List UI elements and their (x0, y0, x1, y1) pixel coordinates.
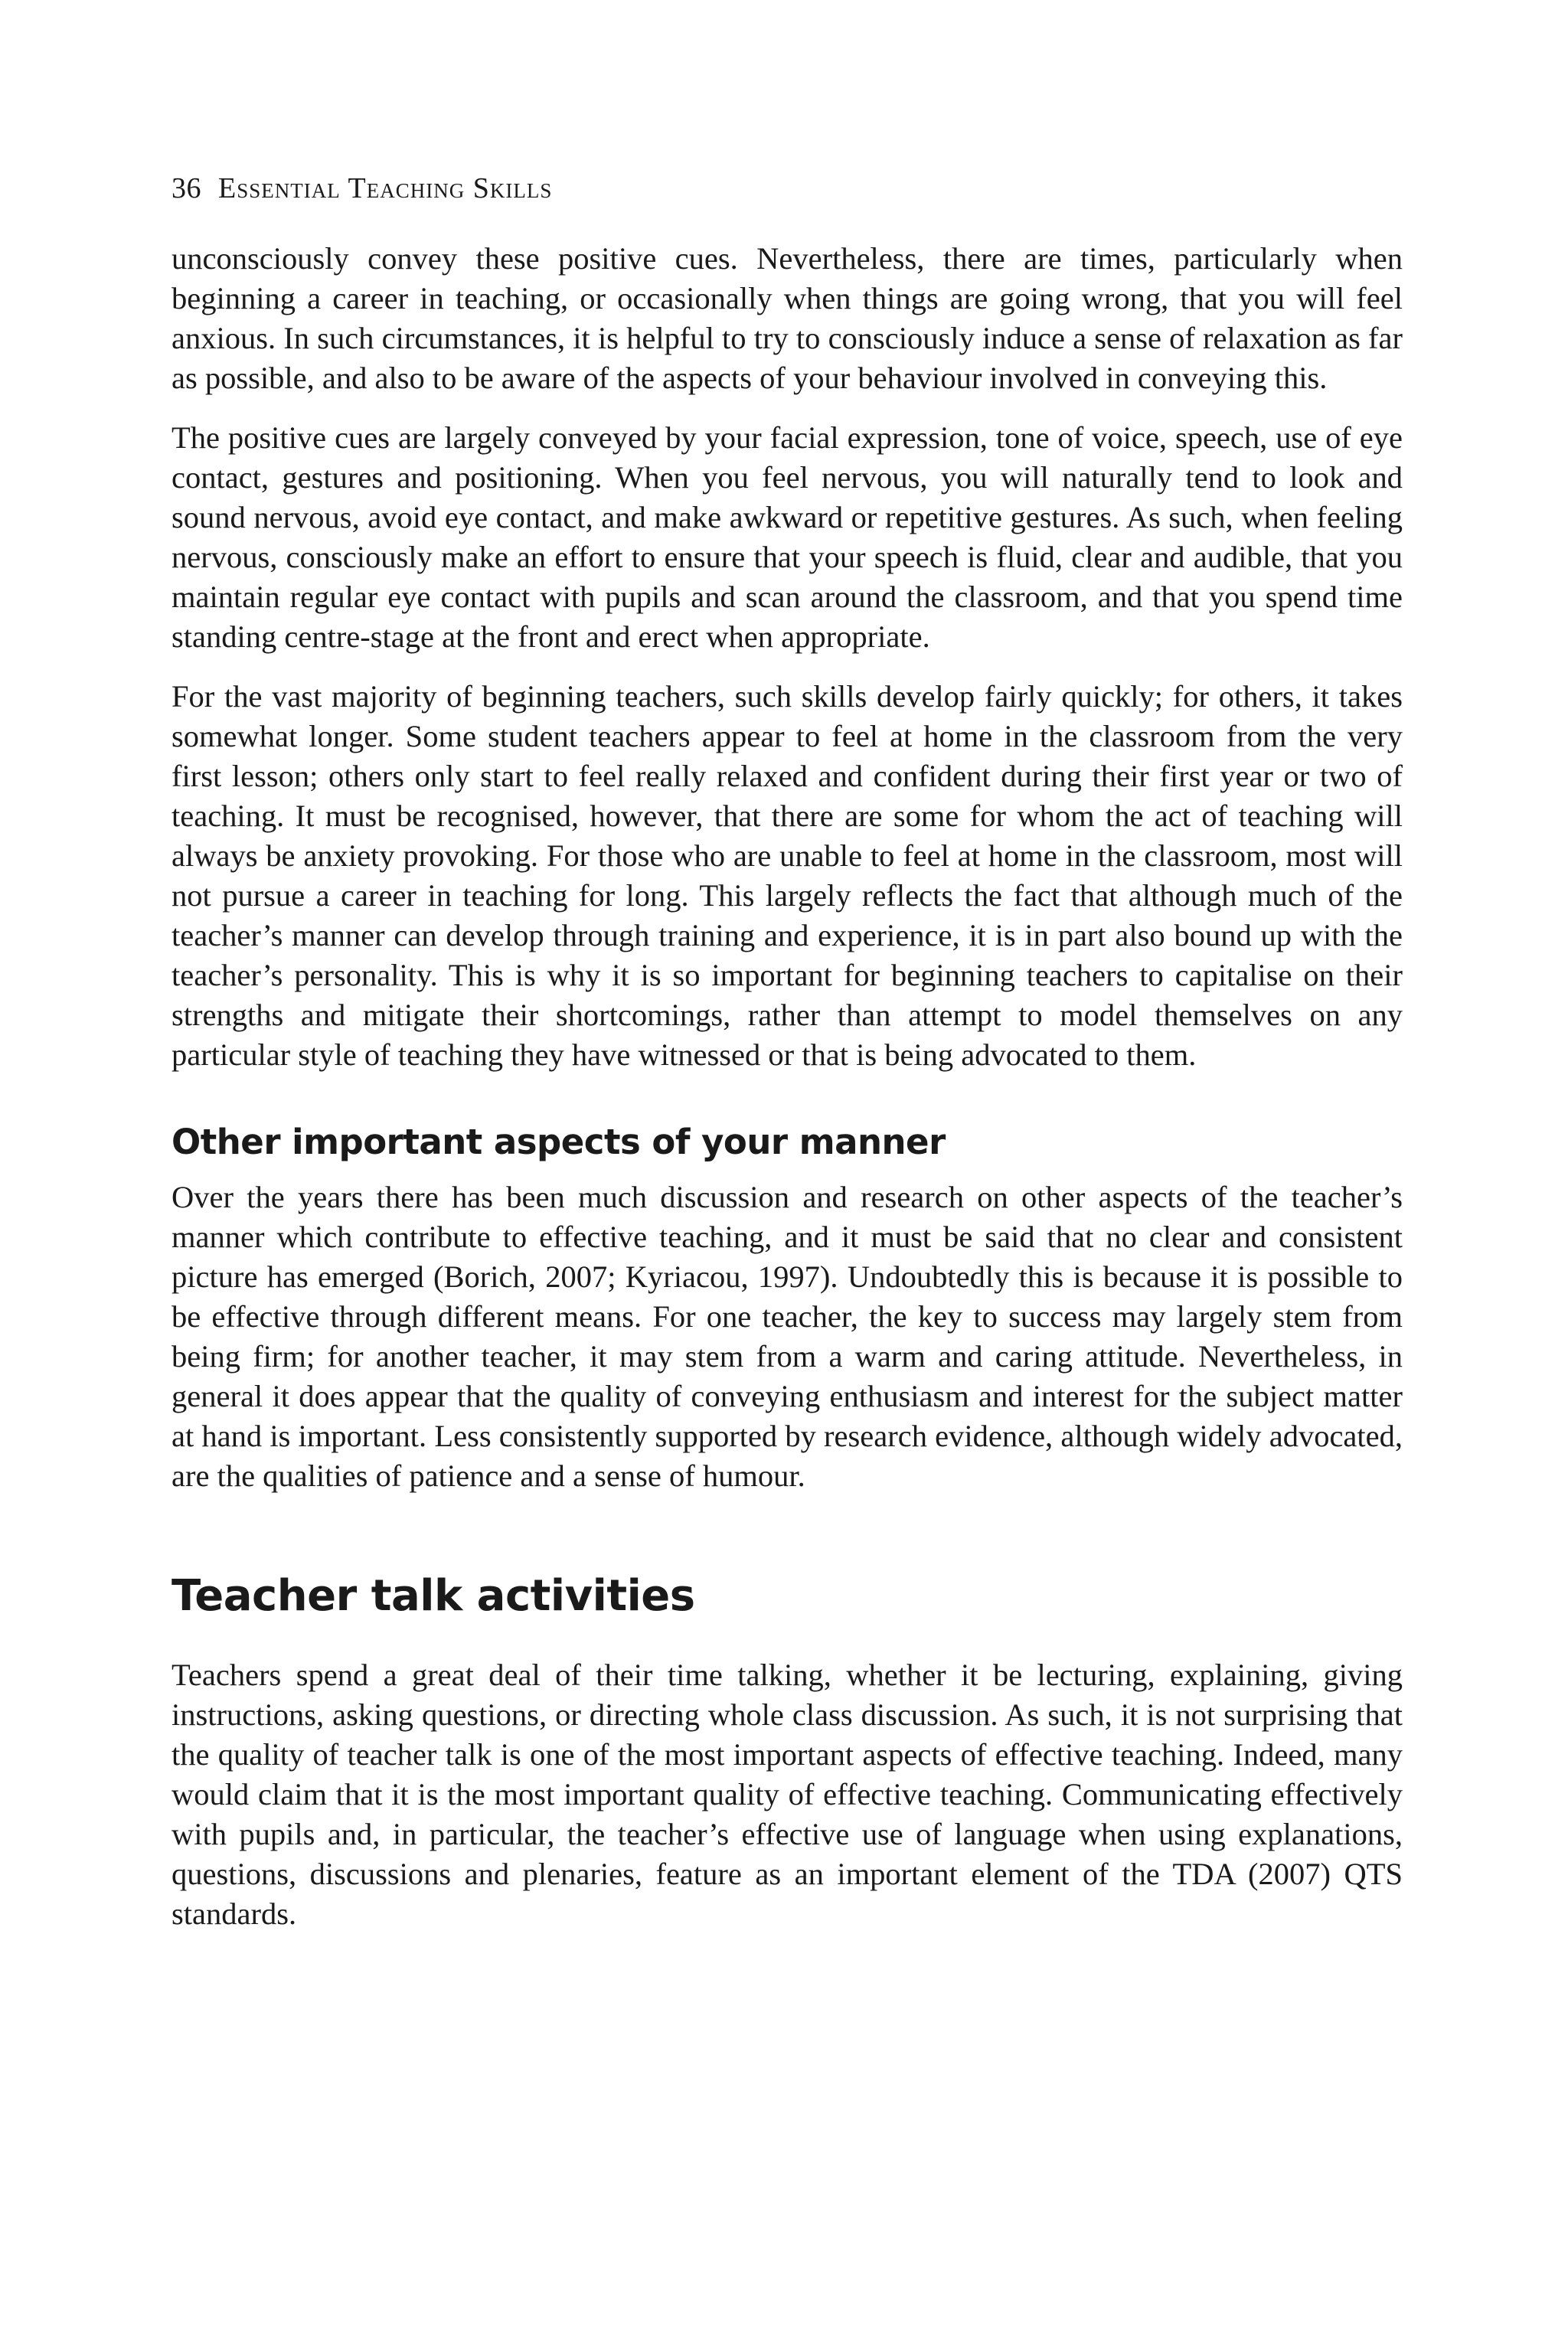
paragraph-positive-cues: The positive cues are largely conveyed by your facial expression, tone of voice, speech, use of eye contact, gestures and positioning. When you feel nervous, you will naturally tend to look and sound nervous, avoid eye contact, and make awkward or repetitive gestures. As such, when feeling nervous, consciously make an effort to ensure that your speech is fluid, clear and audible, that you maintain regular eye contact with pupils and scan around the classroom, and that you spend time standing centre-stage at the front and erect when appropriate. (172, 420, 1403, 654)
book-title: Essential Teaching Skills (218, 172, 553, 204)
paragraph-other-aspects: Over the years there has been much discussion and research on other aspects of the teacher’s manner which contribute to effective teaching, and it must be said that no clear and consistent picture has emerged (Borich, 2007; Kyriacou, 1997). Undoubtedly this is because it is possible to be effective through different means. For one teacher, the key to success may largely stem from being firm; for another teacher, it may stem from a warm and caring attitude. Nevertheless, in general it does appear that the quality of conveying enthusiasm and interest for the subject matter at hand is important. Less consistently supported by research evidence, although widely advocated, are the qualities of patience and a sense of humour. (172, 1180, 1403, 1493)
section-heading-other-aspects: Other important aspects of your manner (172, 1122, 946, 1162)
book-page (172, 170, 1403, 1954)
running-head (172, 170, 1403, 207)
paragraph-teacher-talk: Teachers spend a great deal of their time talking, whether it be lecturing, explaining, giving instructions, asking questions, or directing whole class discussion. As such, it is not surprising that the quality of teacher talk is one of the most important aspects of effective teaching. Indeed, many would claim that it is the most important quality of effective teaching. Communicating effectively with pupils and, in particular, the teacher’s effective use of language when using explanations, questions, discussions and plenaries, feature as an important element of the TDA (2007) QTS standards. (172, 1658, 1403, 1931)
paragraph-skills-develop: For the vast majority of beginning teachers, such skills develop fairly quickly; for others, it takes somewhat longer. Some student teachers appear to feel at home in the classroom from the very first lesson; others only start to feel really relaxed and confident during their first year or two of teaching. It must be recognised, however, that there are some for whom the act of teaching will always be anxiety provoking. For those who are unable to feel at home in the classroom, most will not pursue a career in teaching for long. This largely reflects the fact that although much of the teacher’s manner can develop through training and experience, it is in part also bound up with the teacher’s personality. This is why it is so important for beginning teachers to capitalise on their strengths and mitigate their shortcomings, rather than attempt to model themselves on any particular style of teaching they have witnessed or that is being advocated to them. (172, 679, 1403, 1072)
page-number: 36 (172, 172, 201, 204)
paragraph-relaxation: unconsciously convey these positive cues. Nevertheless, there are times, particularly when beginning a career in teaching, or occasionally when things are going wrong, that you will feel anxious. In such circumstances, it is helpful to try to consciously induce a sense of relaxation as far as possible, and also to be aware of the aspects of your behaviour involved in conveying this. (172, 241, 1403, 395)
section-heading-teacher-talk: Teacher talk activities (172, 1571, 695, 1621)
